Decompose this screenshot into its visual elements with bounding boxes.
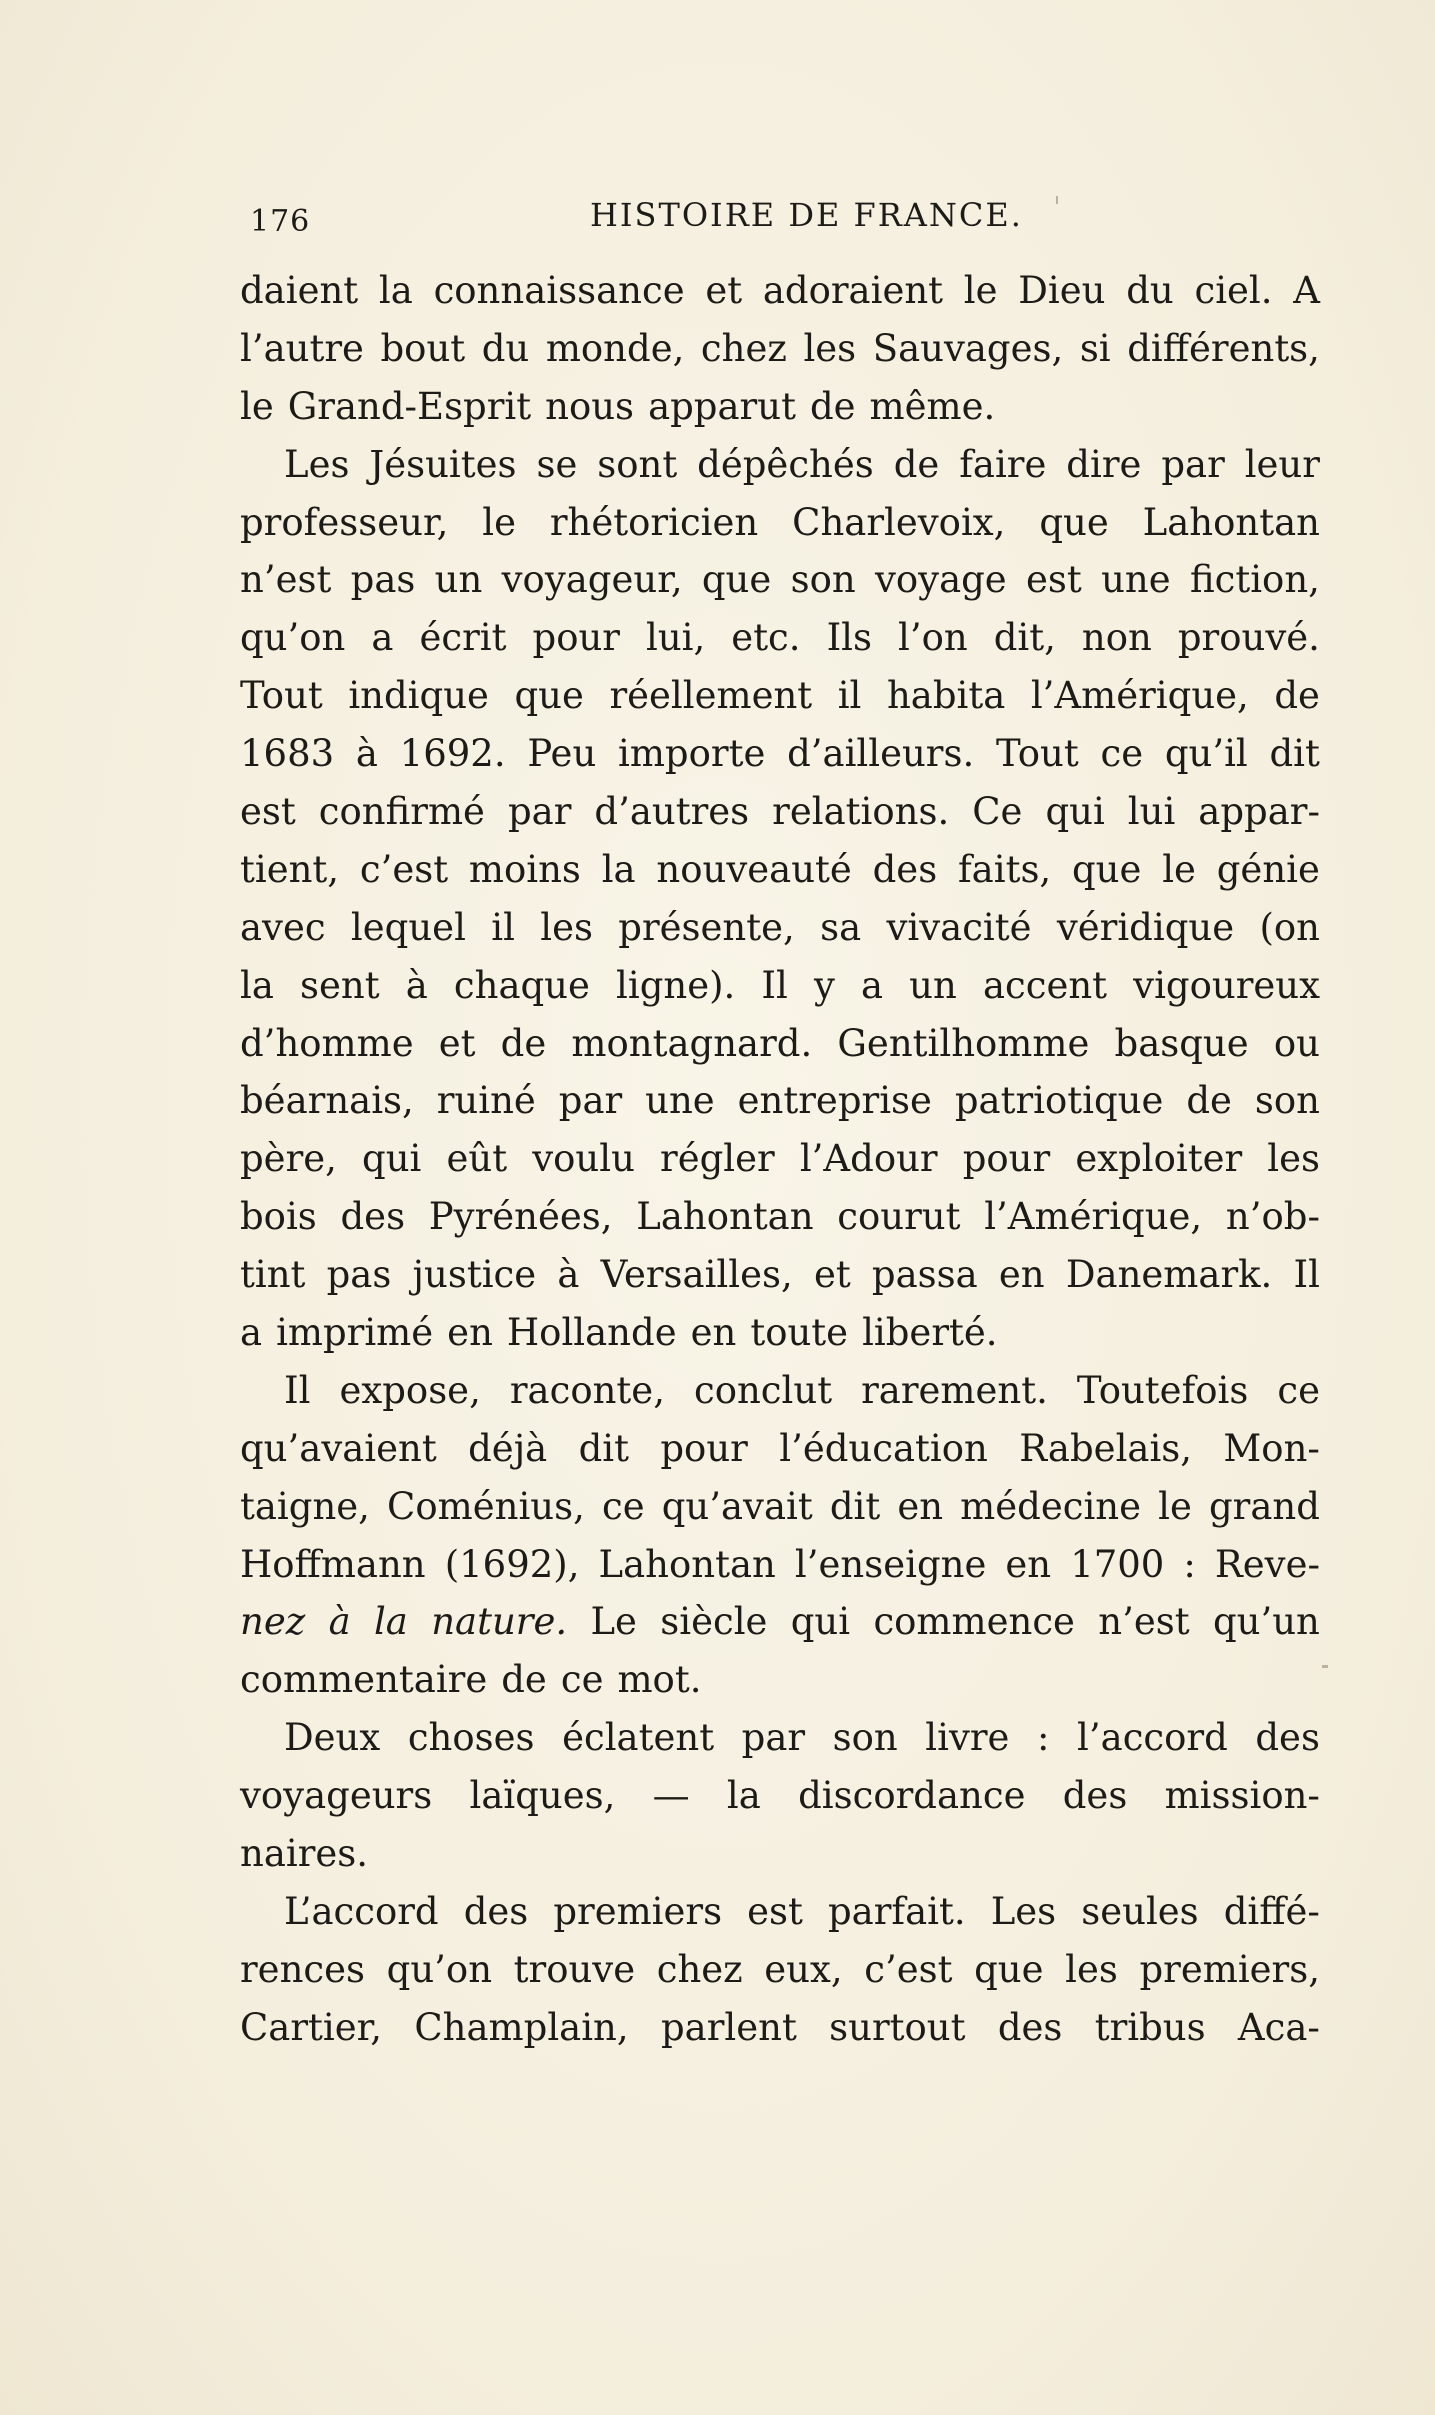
word: lui, <box>646 616 706 660</box>
word: son <box>1254 1079 1320 1123</box>
word: courut <box>837 1195 961 1239</box>
word: la <box>601 847 636 891</box>
text-line <box>240 1593 1320 1651</box>
word: c’est <box>359 847 449 891</box>
word: vigoureux <box>1133 963 1320 1007</box>
word: Versailles, <box>600 1253 793 1297</box>
word: les <box>1267 1137 1320 1181</box>
word: la <box>373 1600 408 1644</box>
word: Sauvages, <box>872 326 1064 370</box>
word: Champlain, <box>414 2005 629 2049</box>
word: y <box>813 963 835 1007</box>
word: fiction, <box>1189 558 1320 602</box>
word: des <box>997 2005 1063 2049</box>
word: etc. <box>731 616 801 660</box>
word: Il <box>284 1368 311 1412</box>
text-line <box>240 1130 1320 1188</box>
word: siècle <box>660 1600 768 1644</box>
word: Coménius, <box>387 1484 585 1528</box>
word: des <box>340 1195 406 1239</box>
word: chaque <box>453 963 590 1007</box>
word: Cartier, <box>240 2005 383 2049</box>
word: ligne). <box>616 963 736 1007</box>
word: ciel. <box>1194 269 1273 312</box>
word: ce <box>1100 732 1144 776</box>
word: L’accord <box>284 1889 439 1933</box>
word: pour <box>532 616 620 660</box>
word: premiers, <box>1139 1947 1320 1991</box>
word: de <box>1186 1079 1232 1123</box>
word: indique <box>348 674 489 718</box>
word: Gentilhomme <box>837 1021 1090 1065</box>
word: mot. <box>617 1658 702 1702</box>
word: par <box>558 1079 623 1123</box>
word: le <box>482 500 516 544</box>
word: A <box>1293 269 1320 312</box>
word: de <box>1274 674 1320 718</box>
word: confirmé <box>318 790 485 834</box>
word: n’ob- <box>1225 1195 1320 1239</box>
word: que <box>701 558 772 602</box>
word: nouveauté <box>656 847 852 891</box>
word: il <box>837 674 862 718</box>
word: Dieu <box>1018 269 1106 312</box>
word: est <box>1026 558 1082 602</box>
word: monde, <box>545 326 685 370</box>
word: exploiter <box>1075 1137 1243 1181</box>
word: pour <box>660 1426 748 1470</box>
word: d’ailleurs. <box>787 732 975 776</box>
word: faits, <box>957 847 1052 891</box>
word: avec <box>240 905 326 949</box>
word: a <box>371 616 394 660</box>
word: chez <box>700 326 787 370</box>
text-line <box>240 262 1320 320</box>
word: adoraient <box>762 269 944 312</box>
text-line <box>240 957 1320 1015</box>
word: sent <box>300 963 380 1007</box>
word: ruiné <box>436 1079 536 1123</box>
word: à <box>405 963 428 1007</box>
word: montagnard. <box>571 1021 813 1065</box>
page-number: 176 <box>250 204 311 239</box>
word: Lahontan <box>636 1195 814 1239</box>
word: Les <box>284 442 350 486</box>
word: même. <box>869 384 996 428</box>
word: voyageur, <box>501 558 683 602</box>
word: connaissance <box>433 269 685 312</box>
text-line <box>240 1651 1320 1709</box>
word: parlent <box>660 2005 797 2049</box>
word: accent <box>982 963 1108 1007</box>
text-line <box>240 841 1320 899</box>
word: des <box>1255 1716 1320 1760</box>
word: sont <box>597 442 678 486</box>
word: l’éducation <box>779 1426 988 1470</box>
word: par <box>1161 442 1225 486</box>
word: véridique <box>1056 905 1235 949</box>
word: n’est <box>1098 1600 1190 1644</box>
word: Hoffmann <box>240 1542 426 1586</box>
word: qu’avait <box>661 1484 813 1528</box>
word: c’est <box>864 1947 953 1991</box>
text-line <box>240 436 1320 494</box>
word: à <box>328 1600 351 1644</box>
text-line <box>240 320 1320 378</box>
word: lequel <box>350 905 466 949</box>
word: non <box>1081 616 1152 660</box>
running-title: HISTOIRE DE FRANCE. <box>590 196 1023 234</box>
word: justice <box>412 1253 537 1297</box>
word: qu’avaient <box>240 1426 437 1470</box>
word: par <box>741 1716 806 1760</box>
text-line <box>240 1072 1320 1130</box>
word: moins <box>468 847 581 891</box>
word: Toutefois <box>1076 1368 1249 1412</box>
word: livre <box>925 1716 1010 1760</box>
word: mission- <box>1164 1774 1320 1818</box>
word: est <box>240 790 296 834</box>
word: à <box>355 732 378 776</box>
word: Reve- <box>1214 1542 1320 1586</box>
word: des <box>463 1889 529 1933</box>
word: Peu <box>527 732 597 776</box>
word: en <box>897 1484 944 1528</box>
word: de <box>809 384 856 428</box>
word: en <box>998 1253 1045 1297</box>
word: qui <box>790 1600 851 1644</box>
word: basque <box>1114 1021 1249 1065</box>
text-line <box>240 1883 1320 1941</box>
text-line <box>240 1246 1320 1304</box>
word: différents, <box>1127 326 1320 370</box>
word: qu’on <box>386 1947 493 1991</box>
text-line <box>240 1825 1320 1883</box>
word: pas <box>326 1253 392 1297</box>
word: qu’on <box>240 616 346 660</box>
word: de <box>501 1658 547 1702</box>
text-line <box>240 783 1320 841</box>
word: surtout <box>829 2005 966 2049</box>
word: nous <box>545 384 635 428</box>
word: l’enseigne <box>794 1542 987 1586</box>
word: toute <box>750 1311 849 1355</box>
text-line <box>240 1304 1320 1362</box>
word: Mon- <box>1223 1426 1320 1470</box>
word: l’accord <box>1077 1716 1228 1760</box>
word: apparut <box>648 384 796 428</box>
word: béarnais, <box>240 1079 414 1123</box>
word: professeur, <box>240 500 449 544</box>
text-line <box>240 1420 1320 1478</box>
text-line <box>240 1362 1320 1420</box>
word: ou <box>1273 1021 1320 1065</box>
word: expose, <box>339 1368 481 1412</box>
word: eux, <box>764 1947 843 1991</box>
word: choses <box>407 1716 535 1760</box>
word: d’homme <box>240 1021 414 1065</box>
word: le <box>1158 1484 1192 1528</box>
paper-speck <box>1056 196 1058 204</box>
text-line <box>240 1536 1320 1594</box>
word: daient <box>240 269 359 312</box>
word: habita <box>886 674 1006 718</box>
word: Les <box>990 1889 1057 1933</box>
body-text <box>240 262 1320 2057</box>
word: qui <box>1045 790 1105 834</box>
word: Charlevoix, <box>792 500 1006 544</box>
word: par <box>507 790 572 834</box>
word: la <box>378 269 413 312</box>
word: et <box>705 269 743 312</box>
text-line <box>240 1188 1320 1246</box>
word: parfait. <box>827 1889 966 1933</box>
word: tint <box>240 1253 306 1297</box>
word: entreprise <box>737 1079 932 1123</box>
word: patriotique <box>954 1079 1164 1123</box>
word: dit, <box>993 616 1056 660</box>
word: discordance <box>798 1774 1026 1818</box>
word: l’on <box>898 616 968 660</box>
word: les <box>1065 1947 1118 1991</box>
word: appar- <box>1198 790 1320 834</box>
word: nez <box>240 1600 306 1644</box>
word: d’autres <box>594 790 750 834</box>
word: en <box>1005 1542 1052 1586</box>
word: Aca- <box>1237 2005 1320 2049</box>
word: diffé- <box>1223 1889 1320 1933</box>
word: des <box>1062 1774 1128 1818</box>
word: leur <box>1244 442 1320 486</box>
word: père, <box>240 1137 337 1181</box>
word: Lahontan <box>598 1542 776 1586</box>
word: Danemark. <box>1065 1253 1273 1297</box>
word: en <box>447 1311 493 1355</box>
word: les <box>540 905 593 949</box>
text-line <box>240 609 1320 667</box>
word: les <box>803 326 857 370</box>
word: dire <box>1066 442 1142 486</box>
word: génie <box>1216 847 1320 891</box>
word: son <box>832 1716 898 1760</box>
text-line <box>240 725 1320 783</box>
word: le <box>1162 847 1196 891</box>
word: commence <box>873 1600 1075 1644</box>
word: rences <box>240 1947 366 1991</box>
word: : <box>1037 1716 1050 1760</box>
word: Jésuites <box>369 442 517 486</box>
word: 1700 <box>1070 1542 1165 1586</box>
word: du <box>1126 269 1174 312</box>
word: qui <box>362 1137 422 1181</box>
word: si <box>1079 326 1111 370</box>
word: Lahontan <box>1142 500 1320 544</box>
word: de <box>893 442 940 486</box>
word: a <box>861 963 884 1007</box>
word: premiers <box>553 1889 723 1933</box>
word: une <box>645 1079 715 1123</box>
word: et <box>438 1021 476 1065</box>
word: à <box>557 1253 580 1297</box>
word: Ce <box>972 790 1023 834</box>
word: la <box>726 1774 761 1818</box>
word: médecine <box>960 1484 1142 1528</box>
word: tribus <box>1094 2005 1206 2049</box>
text-line <box>240 1767 1320 1825</box>
text-line <box>240 1709 1320 1767</box>
word: raconte, <box>509 1368 665 1412</box>
word: un <box>909 963 957 1007</box>
word: que <box>1039 500 1109 544</box>
word: dit <box>1269 732 1320 776</box>
word: nature. <box>431 1600 568 1644</box>
word: qu’il <box>1164 732 1248 776</box>
word: l’Amérique, <box>1030 674 1249 718</box>
word: la <box>240 963 274 1007</box>
word: commentaire <box>240 1658 488 1702</box>
text-line <box>240 1478 1320 1536</box>
word: voyageurs <box>240 1774 433 1818</box>
word: grand <box>1208 1484 1320 1528</box>
word: bout <box>380 326 466 370</box>
word: réellement <box>609 674 813 718</box>
word: son <box>790 558 856 602</box>
paper-speck <box>1322 1665 1328 1668</box>
word: du <box>481 326 530 370</box>
word: il <box>491 905 515 949</box>
word: prouvé. <box>1177 616 1320 660</box>
word: voyage <box>874 558 1007 602</box>
word: Tout <box>995 732 1079 776</box>
word: taigne, <box>240 1484 370 1528</box>
word: relations. <box>772 790 950 834</box>
word: ce <box>1277 1368 1320 1412</box>
word: naires. <box>240 1832 369 1876</box>
word: l’Adour <box>799 1137 938 1181</box>
word: tient, <box>240 847 340 891</box>
word: le <box>963 269 998 312</box>
word: Grand-Esprit <box>287 384 532 428</box>
word: en <box>690 1311 737 1355</box>
word: passa <box>871 1253 978 1297</box>
word: vivacité <box>886 905 1032 949</box>
word: l’autre <box>240 326 364 370</box>
word: sa <box>820 905 862 949</box>
word: est <box>747 1889 803 1933</box>
word: voulu <box>532 1137 635 1181</box>
word: de <box>500 1021 547 1065</box>
text-line <box>240 378 1320 436</box>
word: qu’un <box>1212 1600 1320 1644</box>
word: le <box>240 384 274 428</box>
word: éclatent <box>562 1716 715 1760</box>
word: liberté. <box>862 1311 998 1355</box>
page-header <box>250 196 1325 246</box>
word: des <box>872 847 938 891</box>
word: a <box>240 1311 263 1355</box>
word: Hollande <box>506 1311 677 1355</box>
text-line <box>240 494 1320 552</box>
word: Il <box>761 963 788 1007</box>
word: que <box>514 674 584 718</box>
word: régler <box>660 1137 775 1181</box>
text-line <box>240 899 1320 957</box>
word: Il <box>1293 1253 1320 1297</box>
word: eût <box>446 1137 508 1181</box>
word: se <box>536 442 578 486</box>
word: lui <box>1127 790 1176 834</box>
word: importe <box>618 732 766 776</box>
word: rarement. <box>861 1368 1048 1412</box>
word: — <box>652 1774 690 1818</box>
word: déjà <box>468 1426 548 1470</box>
word: écrit <box>419 616 507 660</box>
word: 1692. <box>399 732 506 776</box>
word: Le <box>590 1600 637 1644</box>
word: imprimé <box>276 1311 434 1355</box>
word: chez <box>656 1947 743 1991</box>
word: laïques, <box>469 1774 616 1818</box>
word: conclut <box>693 1368 833 1412</box>
text-line <box>240 1015 1320 1073</box>
word: 1683 <box>240 732 335 776</box>
word: présente, <box>618 905 795 949</box>
word: Ils <box>826 616 872 660</box>
word: une <box>1101 558 1171 602</box>
word: n’est <box>240 558 332 602</box>
word: Deux <box>284 1716 381 1760</box>
word: l’Amérique, <box>984 1195 1203 1239</box>
word: : <box>1183 1542 1196 1586</box>
word: et <box>813 1253 851 1297</box>
word: un <box>434 558 483 602</box>
text-line <box>240 1941 1320 1999</box>
word: trouve <box>513 1947 636 1991</box>
word: pour <box>962 1137 1051 1181</box>
word: dit <box>829 1484 881 1528</box>
word: Tout <box>240 674 323 718</box>
word: Rabelais, <box>1019 1426 1193 1470</box>
word: bois <box>240 1195 317 1239</box>
word: pas <box>350 558 416 602</box>
word: (on <box>1259 905 1320 949</box>
word: que <box>974 1947 1044 1991</box>
word: (1692), <box>444 1542 580 1586</box>
text-line <box>240 551 1320 609</box>
word: Pyrénées, <box>428 1195 613 1239</box>
text-line <box>240 1999 1320 2057</box>
word: faire <box>959 442 1047 486</box>
word: dit <box>578 1426 629 1470</box>
word: ce <box>560 1658 604 1702</box>
word: rhétoricien <box>549 500 759 544</box>
word: seules <box>1081 1889 1199 1933</box>
word: dépêchés <box>697 442 874 486</box>
word: ce <box>601 1484 645 1528</box>
text-line <box>240 667 1320 725</box>
word: que <box>1072 847 1142 891</box>
